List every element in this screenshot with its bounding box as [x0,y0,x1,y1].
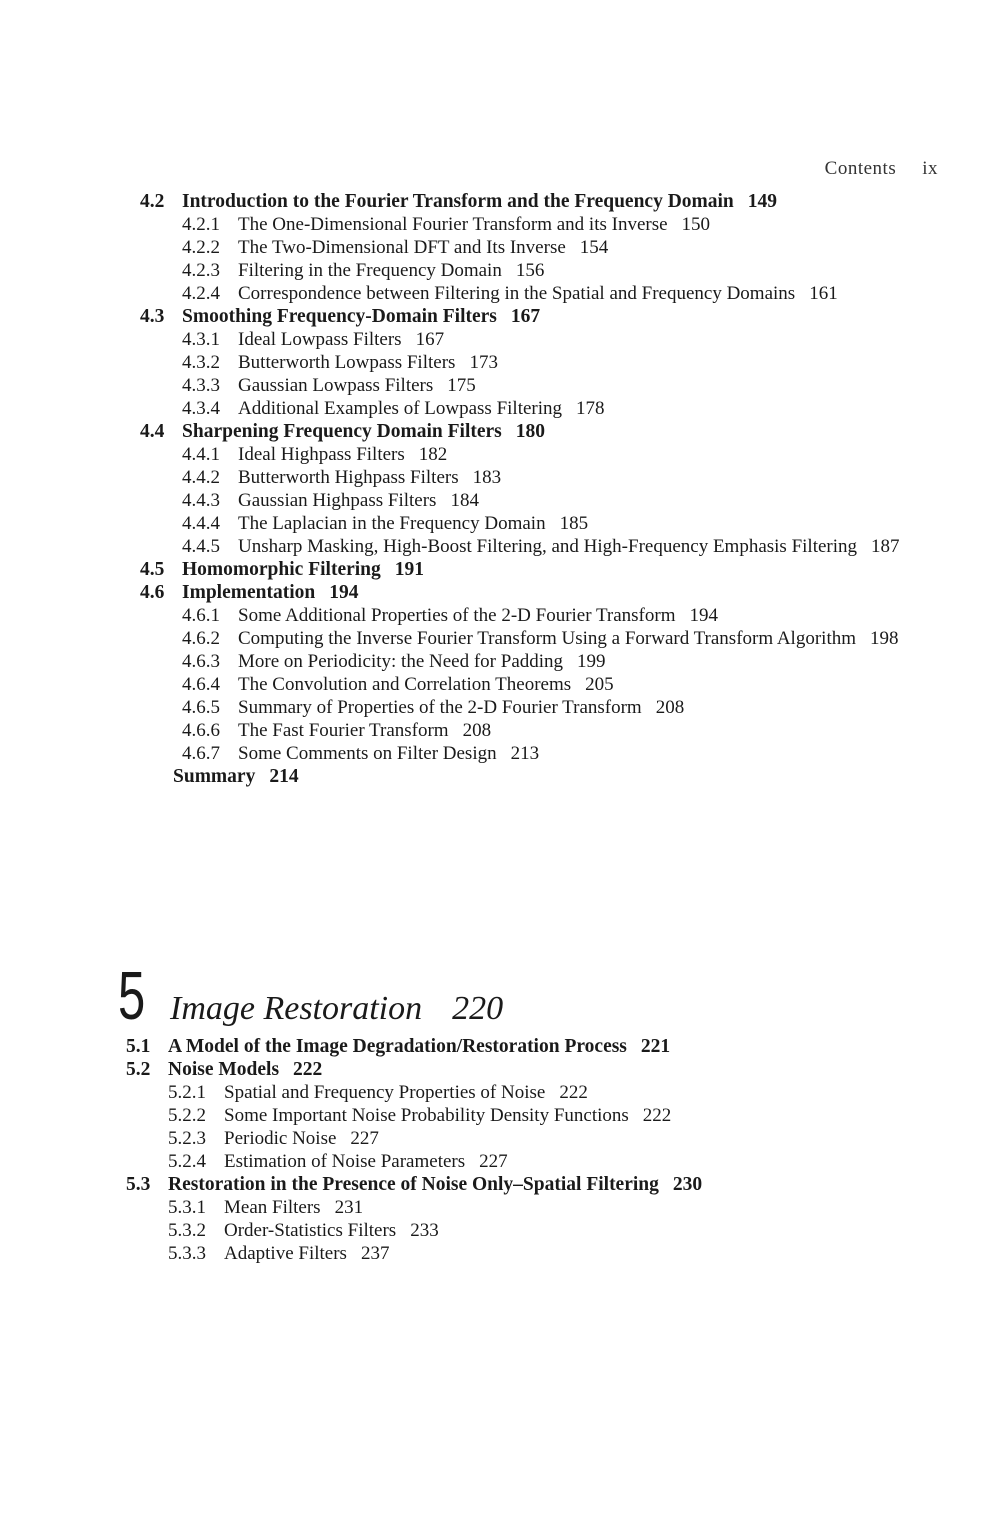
subsection-title [238,719,940,742]
section-page: 222 [293,1059,323,1080]
section-title-text: A Model of the Image Degradation/Restoration Process [168,1036,627,1057]
subsection-page: 184 [450,490,479,511]
subsection-page: 227 [479,1151,508,1172]
toc-subsection [168,1104,926,1127]
section-page: 194 [329,582,359,603]
subsection-title [238,512,940,535]
subsection-number: 4.4.4 [182,513,220,534]
section-page: 230 [672,1174,703,1195]
toc-subsection [168,1219,926,1242]
subsection-title [238,236,940,259]
toc-subsection [182,236,940,259]
subsection-number: 4.3.2 [182,352,220,373]
subsection-number: 5.3.2 [168,1220,206,1241]
toc-subsection [182,466,940,489]
subsection-number: 5.3.1 [168,1197,206,1218]
subsection-title [238,650,940,673]
toc-section [126,1058,926,1081]
summary-title: Summary [173,766,256,787]
header-label: Contents [824,158,897,179]
toc-subsection [182,742,940,765]
subsection-title [238,282,940,305]
subsection-title-text: Order-Statistics Filters [224,1220,397,1241]
subsection-number: 4.3.3 [182,375,220,396]
section-page: 180 [515,421,546,442]
section-number: 4.2 [140,191,165,212]
toc-subsection [182,604,940,627]
subsection-number: 4.2.1 [182,214,220,235]
subsection-page: 213 [510,743,540,764]
subsection-number: 4.6.3 [182,651,220,672]
section-title [168,1173,926,1196]
toc-subsection [182,351,940,374]
subsection-title [238,627,940,650]
subsection-title-text: Some Additional Properties of the 2-D Fourier Transform [238,605,676,626]
subsection-page: 208 [462,720,492,741]
section-title [182,581,940,604]
subsection-number: 4.6.1 [182,605,220,626]
section-number: 4.3 [140,306,165,327]
toc-subsection [182,719,940,742]
section-number: 4.5 [140,559,165,580]
subsection-number: 4.6.4 [182,674,220,695]
subsection-page: 182 [418,444,448,465]
subsection-title [238,351,940,374]
subsection-page: 208 [655,697,685,718]
subsection-page: 173 [469,352,498,373]
toc-subsection [182,259,940,282]
subsection-page: 194 [689,605,718,626]
subsection-page: 222 [642,1105,672,1126]
subsection-title-text: Additional Examples of Lowpass Filtering [238,398,563,419]
toc-subsection [182,673,940,696]
section-number: 4.4 [140,421,165,442]
subsection-title [238,466,940,489]
chapter-page: 220 [452,990,504,1027]
section-title-text: Smoothing Frequency-Domain Filters [182,306,497,327]
section-title-text: Noise Models [168,1059,280,1080]
subsection-number: 4.6.5 [182,697,220,718]
subsection-title [224,1196,926,1219]
toc-section [140,581,940,604]
toc-section [140,558,940,581]
section-page: 221 [640,1036,671,1057]
subsection-title [238,328,940,351]
subsection-title-text: Periodic Noise [224,1128,337,1149]
section-page: 149 [747,191,778,212]
subsection-title [238,742,940,765]
section-title [182,190,940,213]
subsection-number: 4.3.4 [182,398,220,419]
section-title [182,305,940,328]
toc-subsection [182,397,940,420]
toc-section [140,305,940,328]
toc-subsection [182,443,940,466]
subsection-page: 187 [871,536,900,557]
section-title-text: Implementation [182,582,316,603]
toc-subsection [168,1242,926,1265]
toc-subsection [168,1150,926,1173]
toc-subsection [182,627,940,650]
subsection-number: 4.6.6 [182,720,220,741]
subsection-title-text: The Laplacian in the Frequency Domain [238,513,546,534]
subsection-page: 185 [559,513,589,534]
subsection-title-text: The Two-Dimensional DFT and Its Inverse [238,237,566,258]
subsection-page: 156 [515,260,545,281]
subsection-number: 5.2.4 [168,1151,206,1172]
subsection-page: 227 [350,1128,379,1149]
subsection-title [238,397,940,420]
subsection-page: 237 [360,1243,390,1264]
subsection-title-text: Ideal Lowpass Filters [238,329,402,350]
subsection-number: 5.2.1 [168,1082,206,1103]
section-title [168,1035,926,1058]
toc-summary [173,765,940,788]
subsection-title-text: Some Comments on Filter Design [238,743,497,764]
subsection-title [238,604,940,627]
toc-subsection [182,213,940,236]
subsection-title-text: Gaussian Highpass Filters [238,490,437,511]
running-header [825,158,938,180]
subsection-title-text: Mean Filters [224,1197,321,1218]
toc-subsection [182,512,940,535]
subsection-page: 205 [585,674,614,695]
subsection-title [224,1219,926,1242]
subsection-title [224,1081,926,1104]
subsection-title-text: The One-Dimensional Fourier Transform and its Inverse [238,214,668,235]
section-title [182,558,940,581]
section-number: 5.2 [126,1059,151,1080]
subsection-page: 154 [579,237,609,258]
chapter-4-contents [140,190,940,788]
subsection-number: 5.3.3 [168,1243,206,1264]
toc-subsection [182,374,940,397]
section-number: 5.3 [126,1174,151,1195]
subsection-title [224,1104,926,1127]
toc-subsection [182,328,940,351]
toc-subsection [182,489,940,512]
section-title-text: Restoration in the Presence of Noise Only–Spatial Filtering [168,1174,659,1195]
subsection-page: 161 [809,283,838,304]
toc-subsection [182,535,940,558]
subsection-title-text: Estimation of Noise Parameters [224,1151,466,1172]
subsection-number: 4.3.1 [182,329,220,350]
subsection-page: 199 [577,651,606,672]
subsection-title [238,443,940,466]
subsection-title-text: Computing the Inverse Fourier Transform Using a Forward Transform Algorithm [238,628,857,649]
subsection-title [238,673,940,696]
subsection-title [238,259,940,282]
subsection-title [238,213,940,236]
section-page: 167 [510,306,541,327]
subsection-number: 4.2.4 [182,283,220,304]
subsection-title [238,696,940,719]
section-number: 4.6 [140,582,165,603]
subsection-title-text: Some Important Noise Probability Density Functions [224,1105,629,1126]
subsection-title [238,489,940,512]
toc-subsection [182,282,940,305]
subsection-title-text: Unsharp Masking, High-Boost Filtering, and High-Frequency Emphasis Filtering [238,536,858,557]
subsection-page: 175 [447,375,476,396]
header-page-number: ix [922,158,938,179]
subsection-title-text: The Fast Fourier Transform [238,720,449,741]
subsection-number: 4.2.2 [182,237,220,258]
subsection-page: 178 [576,398,605,419]
subsection-title-text: Summary of Properties of the 2-D Fourier Transform [238,697,642,718]
subsection-title-text: Correspondence between Filtering in the Spatial and Frequency Domains [238,283,796,304]
chapter-5-contents [126,1035,926,1265]
toc-subsection [168,1127,926,1150]
subsection-page: 198 [870,628,899,649]
section-title-text: Homomorphic Filtering [182,559,381,580]
section-number: 5.1 [126,1036,151,1057]
subsection-number: 4.6.7 [182,743,220,764]
subsection-page: 150 [681,214,711,235]
subsection-title-text: Butterworth Highpass Filters [238,467,459,488]
subsection-title-text: Adaptive Filters [224,1243,347,1264]
subsection-number: 4.4.3 [182,490,220,511]
chapter-title: Image Restoration [170,990,423,1027]
subsection-title [224,1150,926,1173]
toc-section [126,1173,926,1196]
summary-page: 214 [269,766,299,787]
subsection-number: 5.2.3 [168,1128,206,1149]
subsection-title-text: The Convolution and Correlation Theorems [238,674,572,695]
subsection-page: 222 [559,1082,588,1103]
section-title-text: Introduction to the Fourier Transform and the Frequency Domain [182,191,734,212]
subsection-title-text: Gaussian Lowpass Filters [238,375,434,396]
subsection-title [238,374,940,397]
section-page: 191 [394,559,425,580]
subsection-page: 183 [472,467,502,488]
toc-section [140,420,940,443]
toc-section [126,1035,926,1058]
subsection-title-text: Spatial and Frequency Properties of Noise [224,1082,546,1103]
chapter-5-heading [118,958,504,1034]
subsection-title-text: Filtering in the Frequency Domain [238,260,502,281]
subsection-title-text: Butterworth Lowpass Filters [238,352,456,373]
subsection-title [238,535,940,558]
subsection-title [224,1127,926,1150]
section-title [182,420,940,443]
subsection-page: 233 [410,1220,439,1241]
toc-section [140,190,940,213]
subsection-number: 4.6.2 [182,628,220,649]
subsection-number: 4.4.2 [182,467,220,488]
chapter-number: 5 [118,958,146,1034]
toc-subsection [168,1081,926,1104]
subsection-page: 167 [415,329,445,350]
subsection-page: 231 [334,1197,364,1218]
section-title-text: Sharpening Frequency Domain Filters [182,421,502,442]
subsection-number: 5.2.2 [168,1105,206,1126]
subsection-number: 4.4.5 [182,536,220,557]
subsection-number: 4.4.1 [182,444,220,465]
subsection-title-text: More on Periodicity: the Need for Padding [238,651,564,672]
subsection-number: 4.2.3 [182,260,220,281]
subsection-title-text: Ideal Highpass Filters [238,444,405,465]
section-title [168,1058,926,1081]
toc-subsection [182,650,940,673]
subsection-title [224,1242,926,1265]
toc-subsection [168,1196,926,1219]
toc-subsection [182,696,940,719]
